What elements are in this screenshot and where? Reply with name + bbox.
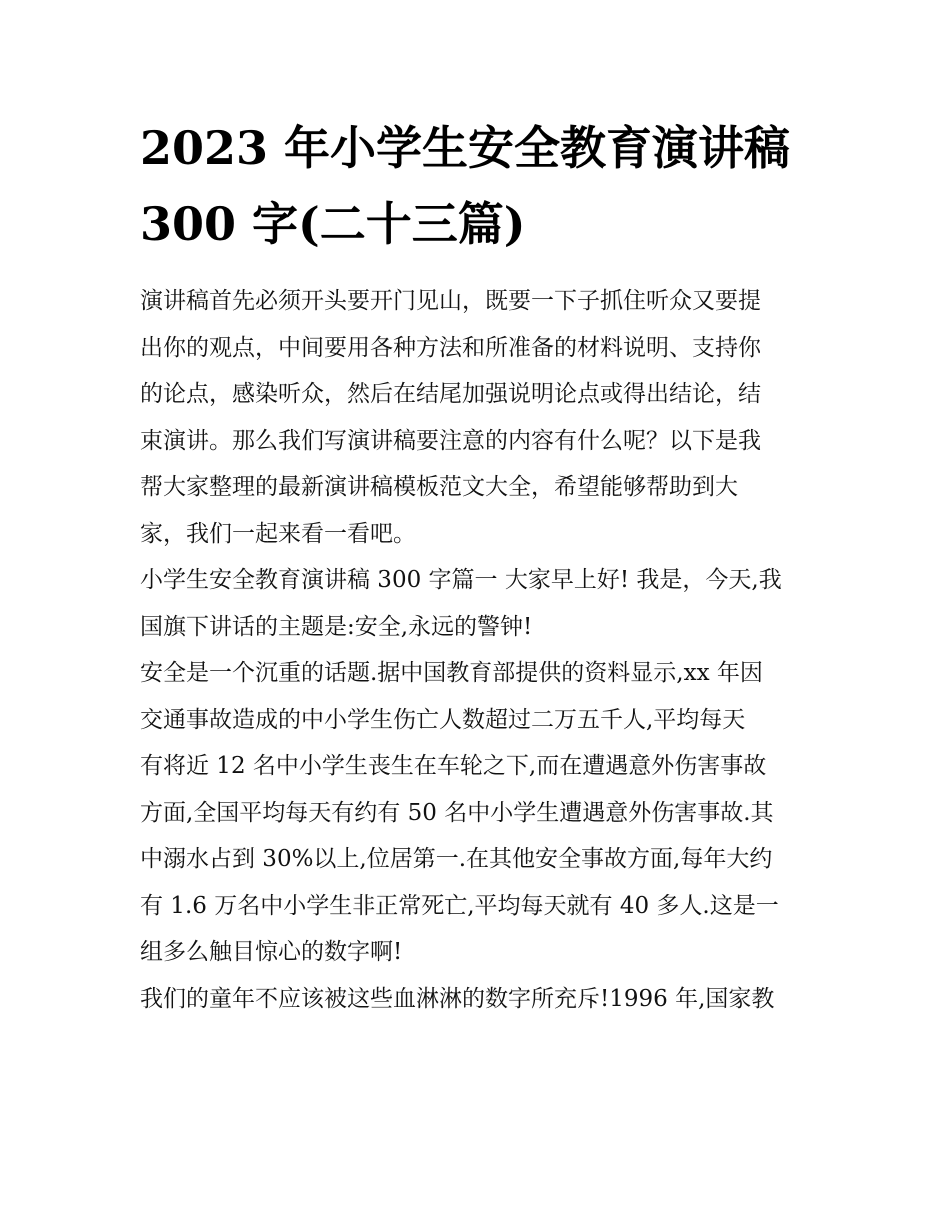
text-line: 我们的童年不应该被这些血淋淋的数字所充斥!1996 年,国家教	[140, 985, 775, 1012]
text-line: 帮大家整理的最新演讲稿模板范文大全，希望能够帮助到大	[140, 474, 738, 500]
text-line: 交通事故造成的中小学生伤亡人数超过二万五千人,平均每天	[140, 706, 746, 733]
document-title	[140, 110, 820, 262]
paragraph-speech-opening	[140, 557, 830, 650]
text-line: 出你的观点，中间要用各种方法和所准备的材料说明、支持你	[140, 334, 761, 361]
title-line-2: 300 字(二十三篇)	[140, 197, 526, 251]
text-line: 有将近 12 名中小学生丧生在车轮之下,而在遭遇意外伤害事故	[140, 753, 767, 779]
text-line: 家，我们一起来看一看吧。	[140, 520, 416, 547]
text-line: 束演讲。那么我们写演讲稿要注意的内容有什么呢？以下是我	[140, 427, 761, 454]
text-line: 组多么触目惊心的数字啊!	[140, 939, 403, 965]
text-line: 演讲稿首先必须开头要开门见山，既要一下子抓住听众又要提	[140, 288, 761, 314]
text-line: 中溺水占到 30%以上,位居第一.在其他安全事故方面,每年大约	[140, 846, 773, 872]
text-line: 小学生安全教育演讲稿 300 字篇一 大家早上好! 我是，今天,我	[140, 567, 782, 593]
paragraph-intro	[140, 278, 830, 557]
title-line-1: 2023 年小学生安全教育演讲稿	[140, 121, 791, 175]
text-line: 有 1.6 万名中小学生非正常死亡,平均每天就有 40 多人.这是一	[140, 892, 779, 919]
text-line: 方面,全国平均每天有约有 50 名中小学生遭遇意外伤害事故.其	[140, 799, 774, 826]
text-line: 国旗下讲话的主题是:安全,永远的警钟!	[140, 613, 533, 640]
paragraph-childhood	[140, 976, 830, 1023]
text-line: 的论点，感染听众，然后在结尾加强说明论点或得出结论，结	[140, 381, 761, 407]
paragraph-statistics	[140, 650, 830, 976]
document-body	[140, 278, 830, 1022]
text-line: 安全是一个沉重的话题.据中国教育部提供的资料显示,xx 年因	[140, 660, 763, 686]
